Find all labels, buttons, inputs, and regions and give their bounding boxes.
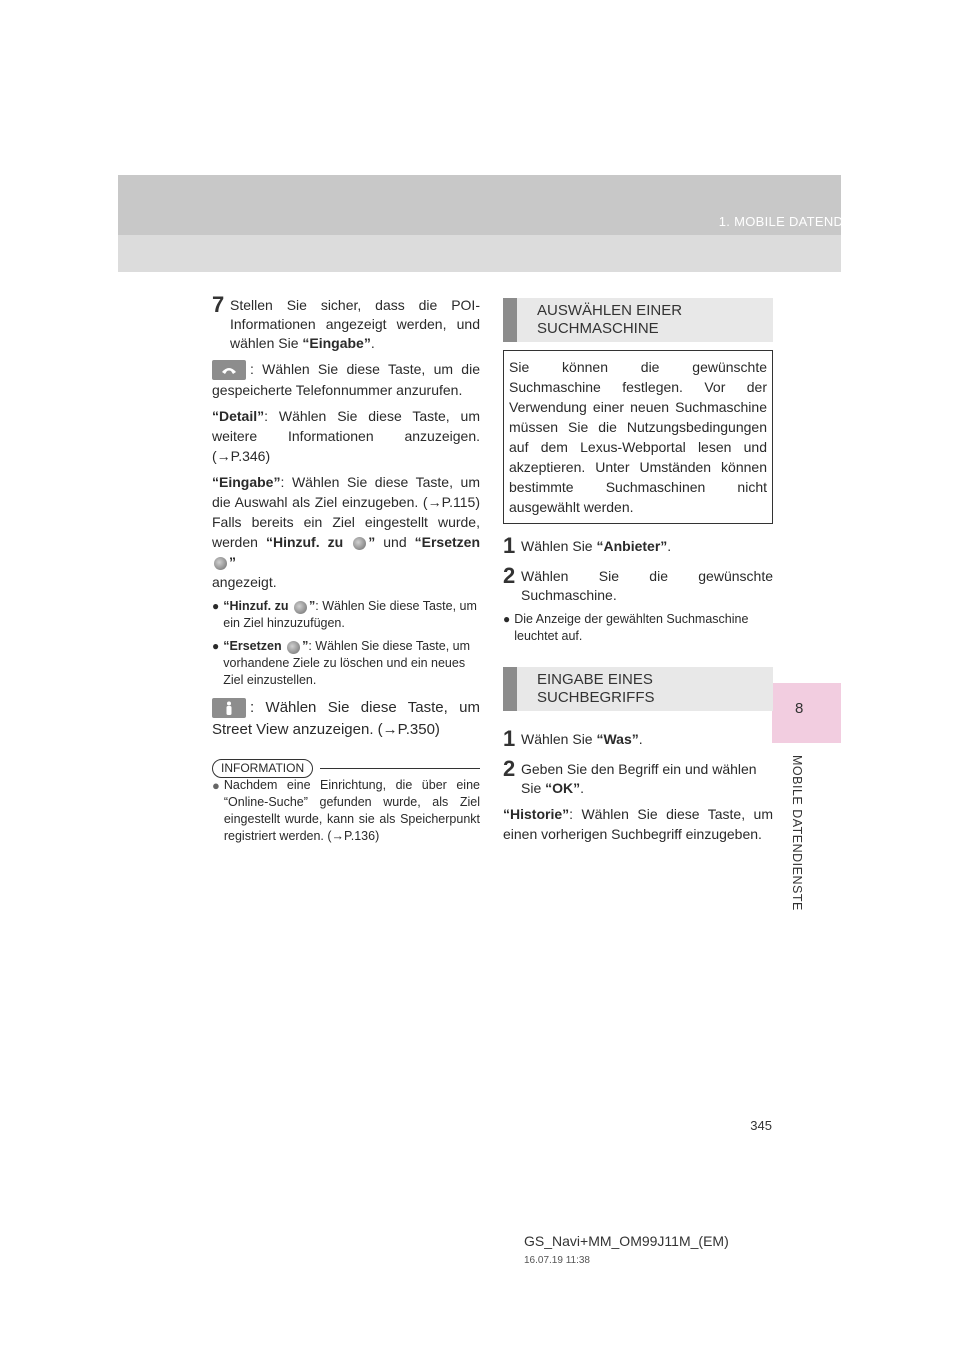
detail-description: “Detail”: Wählen Sie diese Taste, um weitere Informationen anzuzeigen. (→P.346) — [212, 408, 480, 465]
information-rule — [320, 768, 480, 769]
section-header-suchbegriff: EINGABE EINES SUCHBEGRIFFS — [503, 667, 773, 711]
bullet-anzeige: ● Die Anzeige der gewählten Suchmaschine leuchtet auf. — [503, 612, 749, 643]
bullet-icon: ● — [212, 599, 220, 614]
bullet-hinzuf: ● “Hinzuf. zu ”: Wählen Sie diese Taste, um ein Ziel hinzuzufügen. — [212, 599, 477, 631]
step-1-anbieter: 1 Wählen Sie “Anbieter”. — [503, 533, 672, 558]
phone-description: : Wählen Sie diese Taste, um die gespeicherte Telefonnummer anzurufen. — [212, 361, 480, 399]
bullet-icon: ● — [503, 612, 511, 626]
destination-icon — [294, 601, 307, 614]
historie-description: “Historie”: Wählen Sie diese Taste, um einen vorherigen Suchbegriff einzugeben. — [503, 806, 773, 842]
step-number: 7 — [212, 292, 225, 317]
section-intro-box: Sie können die gewünschte Suchmaschine festlegen. Vor der Verwendung einer neuen Suchmaschine müssen Sie die Nutzungsbedingungen auf dem Lexus-Webportal lesen und akzeptieren. Unter Umständen können bestimmte Suchmaschinen nicht ausgewählt werden. — [503, 350, 773, 524]
phone-icon — [212, 360, 246, 380]
page-number: 345 — [750, 1118, 772, 1133]
step-7 — [212, 293, 480, 353]
destination-icon — [287, 641, 300, 654]
chapter-tab — [772, 683, 841, 743]
destination-icon — [214, 557, 227, 570]
step-2-suchmaschine: 2 Wählen Sie die gewünschte Suchmaschine. — [503, 563, 773, 603]
information-item: ● Nachdem eine Einrichtung, die über eine “Online-Suche” gefunden wurde, als Ziel eingestellt wurde, kann sie als Speicherpunkt registriert werden. (→P.136) — [212, 778, 480, 844]
section-title: 1. MOBILE DATENDIENSTE — [718, 214, 892, 229]
bullet-icon: ● — [212, 639, 220, 654]
step-1-was: 1 Wählen Sie “Was”. — [503, 726, 643, 751]
bullet-icon: ● — [212, 778, 220, 794]
print-timestamp: 16.07.19 11:38 — [524, 1255, 590, 1266]
bullet-ersetzen: ● “Ersetzen ”: Wählen Sie diese Taste, um vorhandene Ziele zu löschen und ein neues Ziel einzustellen. — [212, 639, 471, 688]
eingabe-description: “Eingabe”: Wählen Sie diese Taste, um die Auswahl als Ziel einzugeben. (→P.115) Falls bereits ein Ziel eingestellt wurde, werden “Hinzuf. zu ” und “Ersetzen ” angezeigt. — [212, 474, 480, 591]
street-view-description: : Wählen Sie diese Taste, um Street View anzuzeigen. (→P.350) — [212, 699, 480, 739]
chapter-label: MOBILE DATENDIENSTE — [790, 755, 804, 911]
step-text: Stellen Sie sicher, dass die POI-Informationen angezeigt werden, und wählen Sie “Eingabe”. — [230, 297, 480, 351]
left-column — [212, 293, 480, 845]
destination-icon — [353, 537, 366, 550]
document-code: GS_Navi+MM_OM99J11M_(EM) — [524, 1233, 729, 1249]
information-label: INFORMATION — [212, 759, 313, 778]
right-column — [503, 298, 773, 844]
section-header-suchmaschine: AUSWÄHLEN EINER SUCHMASCHINE — [503, 298, 773, 342]
step-2-ok: 2 Geben Sie den Begriff ein und wählen Sie “OK”. — [503, 756, 757, 796]
chapter-number: 8 — [795, 700, 804, 717]
street-view-icon — [212, 698, 246, 718]
